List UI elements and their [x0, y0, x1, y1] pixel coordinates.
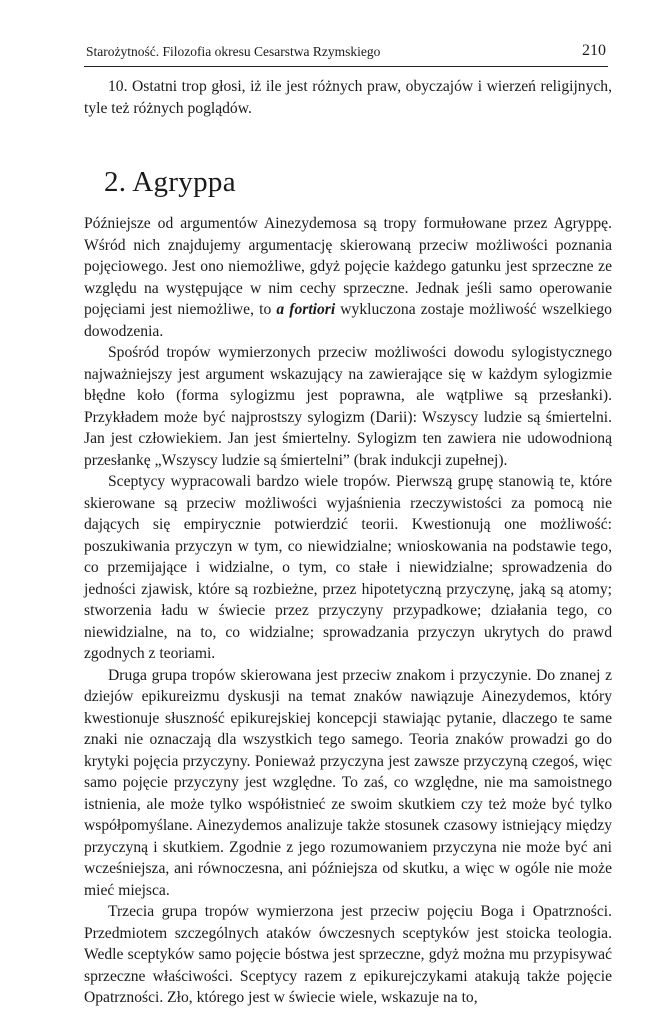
intro-paragraph: 10. Ostatni trop głosi, iż ile jest różnych praw, obyczajów i wierzeń religijnych, tyle też różnych poglądów. [84, 78, 612, 117]
body-text [84, 213, 612, 1009]
paragraph-1-after: wykluczona zostaje możliwość wszelkiego dowodzenia. [84, 301, 612, 340]
paragraph-5: Trzecia grupa tropów wymierzona jest przeciw pojęciu Boga i Opatrzności. Przedmiotem szczególnych ataków ówczesnych sceptyków jest stoicka teologia. Wedle sceptyków samo pojęcie bóstwa jest sprzeczne, gdyż można mu przypisywać sprzeczne właściwości. Sceptycy razem z epikurejczykami atakują także pojęcie Opatrzności. Zło, którego jest w świecie wiele, wskazuje na to, [84, 903, 612, 1006]
paragraph-1 [84, 213, 612, 342]
paragraph-2: Spośród tropów wymierzonych przeciw możliwości dowodu sylogistycznego najważniejszy jest argument wskazujący na zawierające się w każdym sylogizmie błędne koło (forma sylogizmu jest poprawna, ale wątpliwe są przesłanki). Przykładem może być najprostszy sylogizm (Darii): Wszyscy ludzie są śmiertelni. Jan jest człowiekiem. Jan jest śmiertelny. Sylogizm ten zawiera nie udowodnioną przesłankę „Wszyscy ludzie są śmiertelni” (brak indukcji zupełnej). [84, 344, 612, 469]
header-rule [84, 66, 608, 67]
running-header [86, 42, 606, 62]
section-heading: 2. Agryppa [104, 166, 236, 198]
page-number: 210 [582, 42, 606, 59]
paragraph-1-emphasis: a fortiori [276, 301, 336, 318]
paragraph-4: Druga grupa tropów skierowana jest przeciw znakom i przyczynie. Do znanej z dziejów epikureizmu dyskusji na temat znaków nawiązuje Ainezydemos, który kwestionuje słuszność epikurejskiej koncepcji stawiając pytanie, dlaczego te same znaki nie oznaczają dla wszystkich tego samego. Teoria znaków prowadzi go do krytyki pojęcia przyczyny. Ponieważ przyczyna jest zawsze przyczyną czegoś, więc samo pojęcie przyczyny jest względne. To zaś, co względne, nie ma samoistnego istnienia, ale może tylko współistnieć ze swoim skutkiem czy też może być tylko współpomyślane. Ainezydemos analizuje także stosunek czasowy istniejący między przyczyną i skutkiem. Zgodnie z jego rozumowaniem przyczyna nie może być ani wcześniejsza, ani równoczesna, ani późniejsza od skutku, a więc w ogóle nie może mieć miejsca. [84, 666, 612, 899]
paragraph-1-before: Późniejsze od argumentów Ainezydemosa są tropy formułowane przez Agryppę. Wśród nich znajdujemy argumentację skierowaną przeciw możliwości poznania pojęciowego. Jest ono niemożliwe, gdyż pojęcie każdego gatunku jest sprzeczne ze względu na występujące w nim cechy sprzeczne. Jednak jeśli samo operowanie pojęciami jest niemożliwe, to [84, 215, 612, 318]
running-title: Starożytność. Filozofia okresu Cesarstwa Rzymskiego [86, 44, 381, 59]
paragraph-3: Sceptycy wypracowali bardzo wiele tropów. Pierwszą grupę stanowią te, które skierowane są przeciw możliwości wyjaśnienia rzeczywistości za pomocą nie dających się empirycznie potwierdzić teorii. Kwestionują one możliwość: poszukiwania przyczyn w tym, co niewidzialne; wnioskowania na podstawie tego, co przemijające i widzialne, o tym, co stałe i niewidzialne; sprowadzenia do jedności zjawisk, które są rozbieżne, przez hipotetyczną przyczynę, jaką są atomy; stworzenia ładu w świecie przez przyczyny przypadkowe; działania tego, co niewidzialne, na to, co widzialne; sprowadzania przyczyn ukrytych do prawd zgodnych z teoriami. [84, 473, 612, 662]
